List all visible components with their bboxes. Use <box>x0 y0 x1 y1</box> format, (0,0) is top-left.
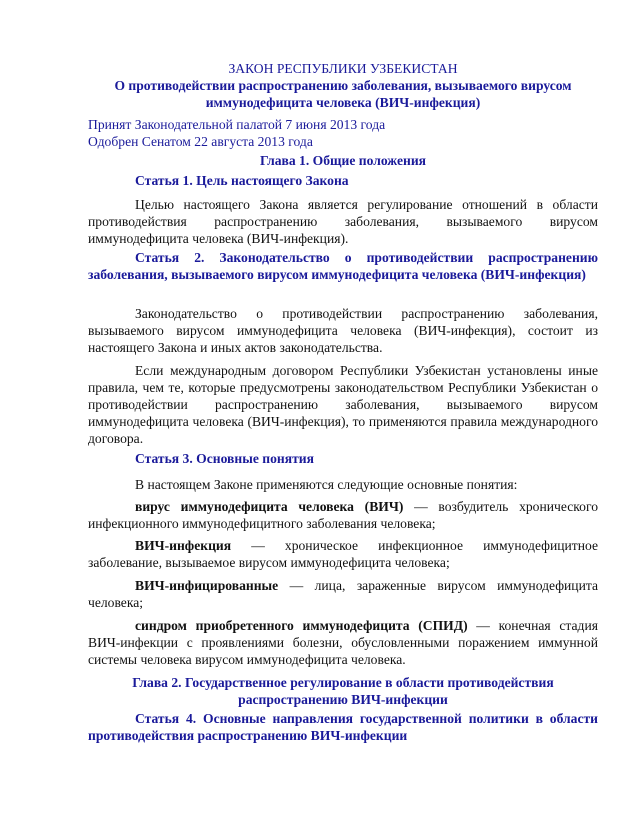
chapter-2-title: Глава 2. Государственное регулирование в области противодействия распространению ВИЧ-инфекции <box>132 675 554 707</box>
definition: — конечная стадия ВИЧ-инфекции с проявлениями болезни, обусловленными поражением иммунной системы человека вирусом иммунодефицита человека. <box>88 618 598 667</box>
definition: — лица, зараженные вирусом иммунодефицита человека; <box>88 578 598 610</box>
article-1-text: Целью настоящего Закона является регулирование отношений в области противодействия распространению заболевания, вызываемого вирусом иммунодефицита человека (ВИЧ-инфекция). <box>88 197 598 246</box>
article-3-intro: В настоящем Законе применяются следующие основные понятия: <box>135 477 518 492</box>
term: ВИЧ-инфекция <box>135 538 232 553</box>
article-3-title: Статья 3. Основные понятия <box>135 451 314 466</box>
term-definition <box>88 577 598 611</box>
adopted-date: Принят Законодательной палатой 7 июня 2013 года <box>88 117 386 132</box>
article-4-title: Статья 4. Основные направления государственной политики в области противодействия распространению ВИЧ-инфекции <box>88 711 598 743</box>
term-definition <box>88 617 598 668</box>
article-1-title: Статья 1. Цель настоящего Закона <box>135 173 349 188</box>
term-definition <box>88 537 598 571</box>
approved-date: Одобрен Сенатом 22 августа 2013 года <box>88 134 313 149</box>
law-subtitle: О противодействии распространению заболевания, вызываемого вирусом иммунодефицита человека (ВИЧ-инфекция) <box>114 78 572 110</box>
chapter-1-title: Глава 1. Общие положения <box>259 153 427 168</box>
article-2-paragraph-2: Если международным договором Республики Узбекистан установлены иные правила, чем те, которые предусмотрены законодательством Республики Узбекистан о противодействии распространению заболевания, вызываемого вирусом иммунодефицита человека (ВИЧ-инфекция), то применяются правила международного договора. <box>88 363 598 446</box>
definition: — хроническое инфекционное иммунодефицитное заболевание, вызываемое вирусом иммунодефицита человека; <box>88 538 598 570</box>
article-2-title: Статья 2. Законодательство о противодействии распространению заболевания, вызываемого вирусом иммунодефицита человека (ВИЧ-инфекция) <box>88 250 598 282</box>
term: синдром приобретенного иммунодефицита (СПИД) <box>135 618 468 633</box>
article-2-paragraph-1: Законодательство о противодействии распространению заболевания, вызываемого вирусом иммунодефицита человека (ВИЧ-инфекция), состоит из настоящего Закона и иных актов законодательства. <box>88 306 598 355</box>
term-definition <box>88 498 598 532</box>
definition: — возбудитель хронического инфекционного иммунодефицитного заболевания человека; <box>88 499 598 531</box>
term: ВИЧ-инфицированные <box>135 578 279 593</box>
term: вирус иммунодефицита человека (ВИЧ) <box>135 499 404 514</box>
law-title: ЗАКОН РЕСПУБЛИКИ УЗБЕКИСТАН <box>228 61 458 76</box>
